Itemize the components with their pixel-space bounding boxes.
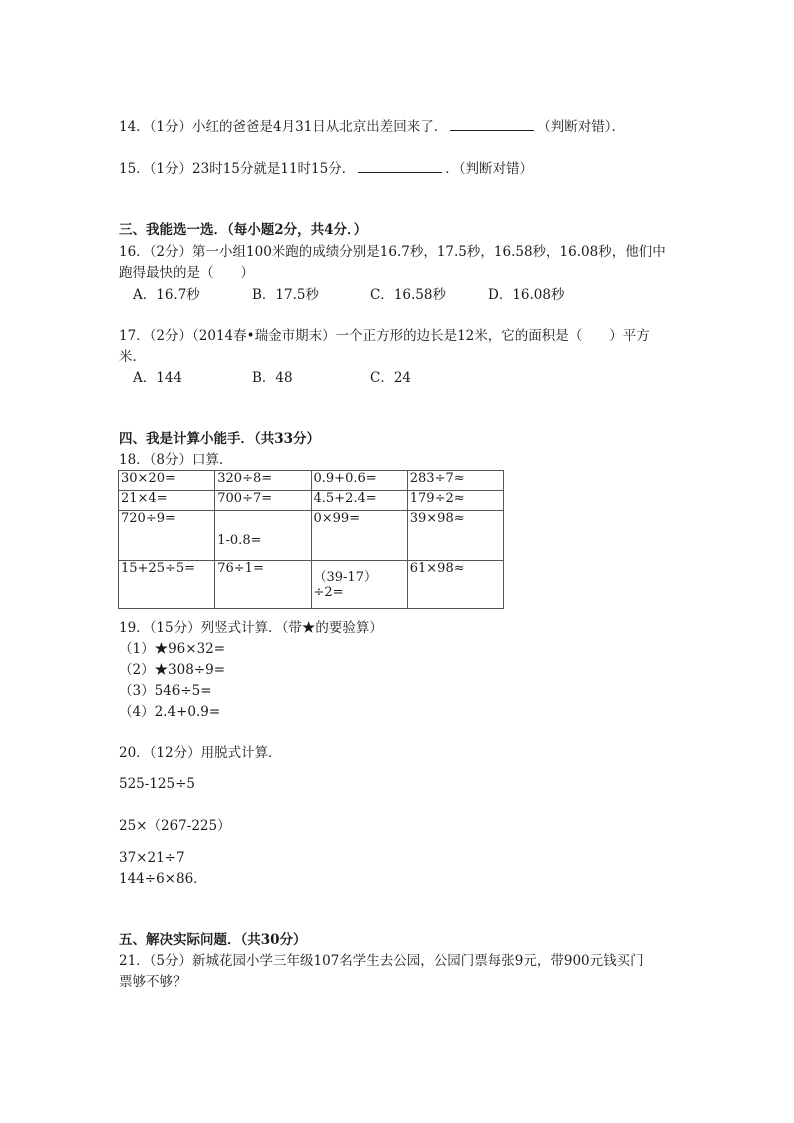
list-item: （2）★308÷9= <box>119 662 226 678</box>
table-row <box>119 511 504 561</box>
table-cell: 1-0.8= <box>215 511 311 561</box>
option-a[interactable]: A．144 <box>133 370 183 386</box>
question-18-title: 18．（8分）口算． <box>119 452 233 468</box>
question-14-tail: （判断对错）． <box>537 119 626 135</box>
table-row <box>119 561 504 609</box>
section-5-title: 五、解决实际问题．（共30分） <box>119 932 307 948</box>
table-cell: （39-17）÷2= <box>311 561 407 609</box>
question-15 <box>119 160 533 178</box>
option-d[interactable]: D．16.08秒 <box>488 287 565 303</box>
question-16-line2: 跑得最快的是（ ） <box>119 265 254 281</box>
table-row <box>119 491 504 511</box>
option-b[interactable]: B．17.5秒 <box>252 287 319 303</box>
table-cell: 15+25÷5= <box>119 561 215 609</box>
list-item: 525-125÷5 <box>119 776 195 792</box>
table-cell: 700÷7= <box>215 491 311 511</box>
answer-blank[interactable] <box>450 118 534 131</box>
answer-blank[interactable] <box>358 160 442 173</box>
section-4-title: 四、我是计算小能手．（共33分） <box>119 431 321 447</box>
table-cell: 0.9+0.6= <box>311 471 407 491</box>
table-cell: 76÷1= <box>215 561 311 609</box>
question-19-title: 19．（15分）列竖式计算．（带★的要验算） <box>119 620 383 636</box>
list-item: 25×（267-225） <box>119 818 231 834</box>
table-row <box>119 471 504 491</box>
list-item: （3）546÷5= <box>119 683 212 699</box>
question-21-line1: 21．（5分）新城花园小学三年级107名学生去公园，公园门票每张9元，带900元钱买门 <box>119 953 644 969</box>
option-c[interactable]: C．16.58秒 <box>370 287 446 303</box>
option-a[interactable]: A．16.7秒 <box>133 287 200 303</box>
question-15-tail: ．（判断对错） <box>445 161 533 177</box>
table-cell: 283÷7≈ <box>407 471 503 491</box>
option-b[interactable]: B．48 <box>252 370 293 386</box>
question-21-line2: 票够不够？ <box>119 974 187 990</box>
table-cell: 179÷2≈ <box>407 491 503 511</box>
table-cell: 61×98≈ <box>407 561 503 609</box>
question-17-line2: 米． <box>119 349 146 365</box>
mental-math-table <box>118 470 504 609</box>
table-cell: 30×20= <box>119 471 215 491</box>
table-cell: 0×99= <box>311 511 407 561</box>
table-cell: 4.5+2.4= <box>311 491 407 511</box>
question-20-title: 20．（12分）用脱式计算． <box>119 745 282 761</box>
list-item: （4）2.4+0.9= <box>119 704 221 720</box>
question-16-line1: 16．（2分）第一小组100米跑的成绩分别是16.7秒，17.5秒，16.58秒，16.08秒，他们中 <box>119 244 666 260</box>
question-15-text: 15．（1分）23时15分就是11时15分． <box>119 161 356 177</box>
table-cell: 39×98≈ <box>407 511 503 561</box>
list-item: 37×21÷7 <box>119 850 185 866</box>
question-14-text: 14．（1分）小红的爸爸是4月31日从北京出差回来了． <box>119 119 448 135</box>
table-cell: 720÷9= <box>119 511 215 561</box>
section-3-title: 三、我能选一选．（每小题2分，共4分．） <box>119 222 368 238</box>
option-c[interactable]: C．24 <box>370 370 412 386</box>
question-17-line1: 17．（2分）（2014春•瑞金市期末）一个正方形的边长是12米，它的面积是（ ）平方 <box>119 328 650 344</box>
table-cell: 320÷8= <box>215 471 311 491</box>
question-14 <box>119 118 625 136</box>
list-item: 144÷6×86． <box>119 871 207 887</box>
list-item: （1）★96×32= <box>119 641 226 657</box>
table-cell: 21×4= <box>119 491 215 511</box>
